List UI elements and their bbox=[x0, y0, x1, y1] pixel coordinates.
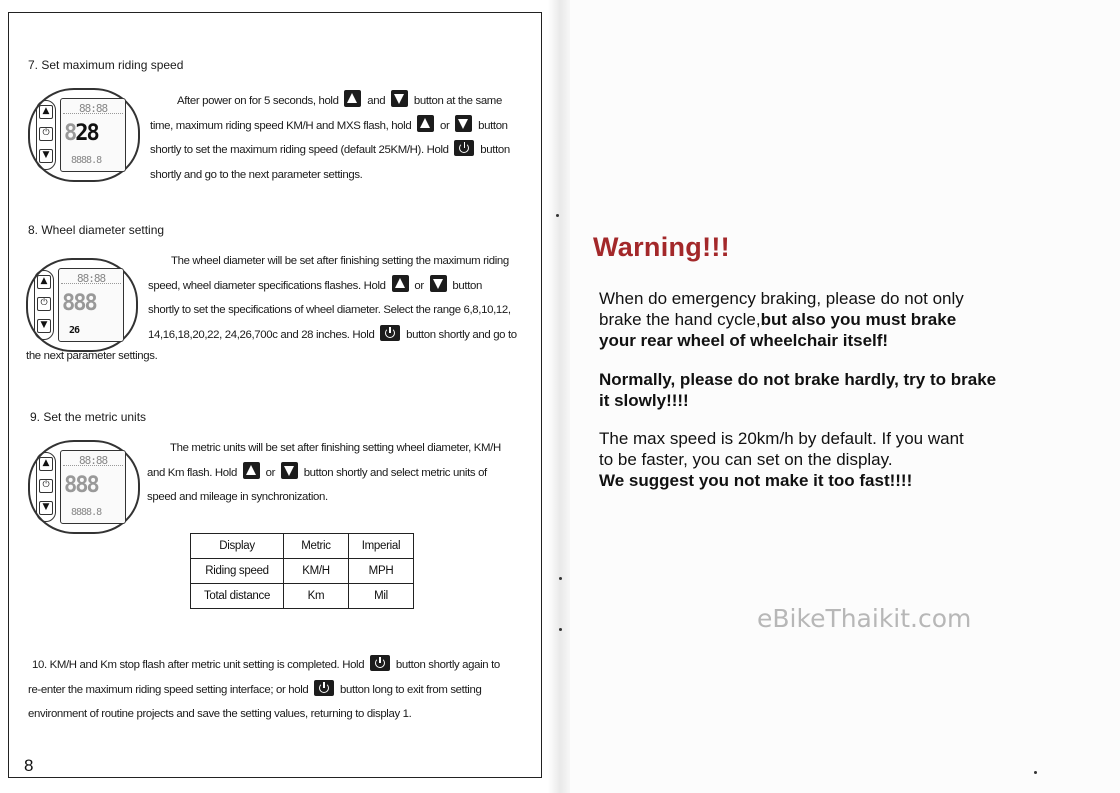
power-button-icon bbox=[454, 140, 474, 156]
speed-note-line-1: The max speed is 20km/h by default. If you want bbox=[599, 429, 964, 448]
up-icon: ▲ bbox=[37, 275, 51, 289]
up-button-icon bbox=[243, 462, 260, 479]
warning-line-4: Normally, please do not brake hardly, try to brake bbox=[599, 370, 997, 389]
s7-line-2: time, maximum riding speed KM/H and MXS flash, hold or button bbox=[150, 114, 524, 139]
scan-speck bbox=[556, 214, 559, 217]
s7-line-3: shortly to set the maximum riding speed (default 25KM/H). Hold button bbox=[150, 138, 524, 163]
s10-line-3: environment of routine projects and save the setting values, returning to display 1. bbox=[28, 708, 412, 720]
section-9-paragraph bbox=[147, 436, 524, 510]
lcd-speed-value: 88 bbox=[75, 473, 98, 498]
lcd-top-readout: 88:88 bbox=[77, 272, 106, 285]
down-button-icon bbox=[391, 90, 408, 107]
s9-line-1: The metric units will be set after finishing setting wheel diameter, KM/H bbox=[170, 442, 501, 454]
lcd-level-digit: 8 bbox=[64, 473, 76, 498]
lcd-level-digit: 8 bbox=[64, 121, 76, 146]
s7-line-4: shortly and go to the next parameter settings. bbox=[150, 168, 363, 181]
down-icon: ▼ bbox=[39, 149, 53, 163]
lcd-level-digit: 8 bbox=[62, 291, 74, 316]
section-7-paragraph bbox=[150, 89, 524, 187]
table-cell: KM/H bbox=[284, 559, 349, 584]
down-button-icon bbox=[430, 275, 447, 292]
power-icon: ⏻ bbox=[39, 479, 53, 493]
lcd-speed-readout bbox=[64, 473, 98, 498]
lcd-odometer: 8888.8 bbox=[71, 155, 102, 166]
s10-line-1: 10. KM/H and Km stop flash after metric unit setting is completed. Hold button shortly again to bbox=[28, 653, 527, 678]
section-9-heading: 9. Set the metric units bbox=[30, 410, 147, 424]
up-button-icon bbox=[392, 275, 409, 292]
lcd-top-readout: 88:88 bbox=[79, 102, 108, 115]
s7-line-1: After power on for 5 seconds, hold and button at the same bbox=[150, 89, 524, 114]
lcd-display-illustration-8 bbox=[26, 258, 138, 352]
s8-line-3: shortly to set the specifications of wheel diameter. Select the range 6,8,10,12, bbox=[148, 304, 511, 316]
speed-note-line-3: We suggest you not make it too fast!!!! bbox=[599, 471, 913, 490]
section-8-heading: 8. Wheel diameter setting bbox=[28, 223, 165, 237]
units-table bbox=[190, 533, 414, 609]
s9-line-3: speed and mileage in synchronization. bbox=[147, 491, 328, 503]
warning-line-3: your rear wheel of wheelchair itself! bbox=[599, 331, 889, 350]
s8-line-2: speed, wheel diameter specifications flashes. Hold or button bbox=[148, 274, 524, 299]
warning-line-1: When do emergency braking, please do not only bbox=[599, 289, 964, 308]
lcd-top-readout: 88:88 bbox=[79, 454, 108, 467]
scan-speck bbox=[559, 577, 562, 580]
lcd-screen bbox=[60, 450, 126, 524]
power-button-icon bbox=[380, 325, 400, 341]
power-icon: ⏻ bbox=[37, 297, 51, 311]
table-cell: Imperial bbox=[349, 534, 414, 559]
down-icon: ▼ bbox=[39, 501, 53, 515]
lcd-display-illustration-9 bbox=[28, 440, 140, 534]
section-7-heading: 7. Set maximum riding speed bbox=[28, 58, 184, 72]
table-row bbox=[191, 584, 414, 609]
down-button-icon bbox=[455, 115, 472, 132]
lcd-screen bbox=[58, 268, 124, 342]
lcd-odometer: 8888.8 bbox=[71, 507, 102, 518]
power-icon: ⏻ bbox=[39, 127, 53, 141]
table-cell: Total distance bbox=[191, 584, 284, 609]
table-cell: Display bbox=[191, 534, 284, 559]
lcd-keypad bbox=[34, 270, 54, 340]
up-icon: ▲ bbox=[39, 457, 53, 471]
table-row bbox=[191, 559, 414, 584]
table-cell: Metric bbox=[284, 534, 349, 559]
warning-line-2: brake the hand cycle,but also you must brake bbox=[599, 310, 957, 329]
lcd-keypad bbox=[36, 100, 56, 170]
up-button-icon bbox=[417, 115, 434, 132]
scan-speck bbox=[1034, 771, 1037, 774]
s10-line-2: re-enter the maximum riding speed setting interface; or hold button long to exit from setting bbox=[28, 678, 527, 703]
s8-line-1: The wheel diameter will be set after finishing setting the maximum riding bbox=[171, 255, 509, 267]
watermark: eBikeThaikit.com bbox=[757, 604, 972, 633]
lcd-tick-bar bbox=[61, 283, 121, 286]
lcd-speed-readout bbox=[62, 291, 96, 316]
section-8-paragraph bbox=[148, 249, 524, 347]
table-cell: MPH bbox=[349, 559, 414, 584]
lcd-speed-value: 28 bbox=[75, 121, 98, 146]
table-cell: Km bbox=[284, 584, 349, 609]
lcd-speed-value: 88 bbox=[73, 291, 96, 316]
lcd-wheel-readout bbox=[69, 325, 79, 336]
up-icon: ▲ bbox=[39, 105, 53, 119]
lcd-tick-bar bbox=[63, 465, 123, 468]
warning-line-5: it slowly!!!! bbox=[599, 391, 689, 410]
power-button-icon bbox=[314, 680, 334, 696]
up-button-icon bbox=[344, 90, 361, 107]
power-button-icon bbox=[370, 655, 390, 671]
table-cell: Riding speed bbox=[191, 559, 284, 584]
warning-title: Warning!!! bbox=[593, 232, 730, 262]
section-10-paragraph bbox=[28, 653, 527, 727]
lcd-keypad bbox=[36, 452, 56, 522]
lcd-wheel-value: 26 bbox=[69, 325, 80, 336]
lcd-display-illustration-7 bbox=[28, 88, 140, 182]
section-8-tail: the next parameter settings. bbox=[26, 350, 158, 362]
speed-note-line-2: to be faster, you can set on the display. bbox=[599, 450, 893, 469]
table-header-row bbox=[191, 534, 414, 559]
table-cell: Mil bbox=[349, 584, 414, 609]
down-button-icon bbox=[281, 462, 298, 479]
lcd-speed-readout bbox=[64, 121, 98, 146]
lcd-tick-bar bbox=[63, 113, 123, 116]
down-icon: ▼ bbox=[37, 319, 51, 333]
page-number: 8 bbox=[24, 756, 34, 775]
s9-line-2: and Km flash. Hold or button shortly and select metric units of bbox=[147, 461, 524, 486]
scan-speck bbox=[559, 628, 562, 631]
s8-line-4: 14,16,18,20,22, 24,26,700c and 28 inches. Hold button shortly and go to bbox=[148, 323, 524, 348]
page-gutter bbox=[548, 0, 570, 793]
lcd-screen bbox=[60, 98, 126, 172]
